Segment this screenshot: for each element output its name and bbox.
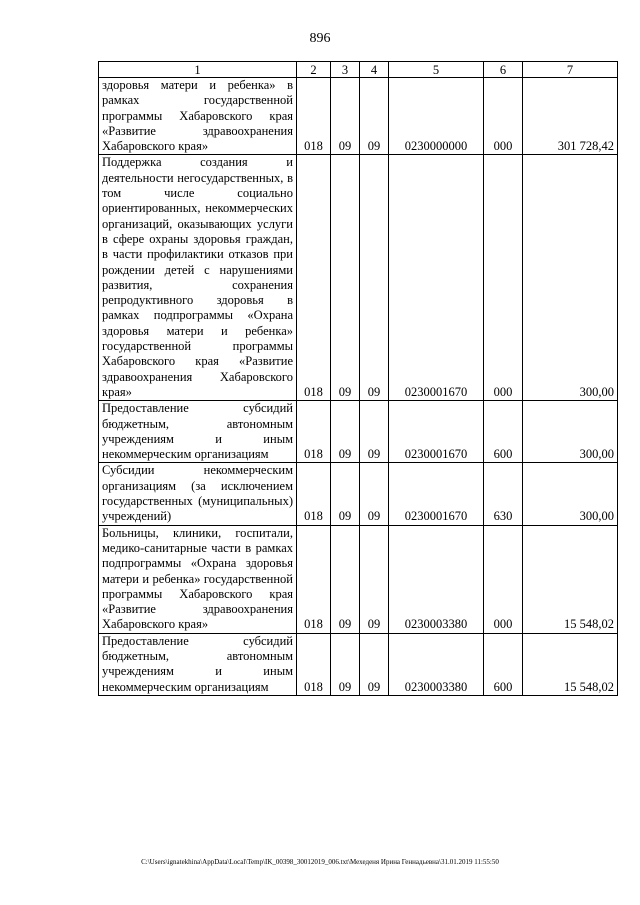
row-ministry-code: 018 (297, 463, 331, 525)
row-subsection-code: 09 (360, 463, 389, 525)
row-ministry-code: 018 (297, 525, 331, 633)
row-amount: 300,00 (523, 155, 618, 401)
table-row (99, 155, 618, 401)
table-row (99, 401, 618, 463)
row-target-article: 0230001670 (389, 155, 484, 401)
row-name: Поддержка создания и деятельности негосударственных, в том числе социально ориентированных, некоммерческих организаций, оказывающих услуги в сфере охраны здоровья граждан, в части профилактики отказов при рождении детей с нарушениями развития, сохранения репродуктивного здоровья в рамках подпрограммы «Охрана здоровья матери и ребенка» государственной программы Хабаровского края «Развитие здравоохранения Хабаровского края» (99, 155, 297, 401)
header-col-1: 1 (99, 62, 297, 78)
row-section-code: 09 (331, 525, 360, 633)
table-row (99, 525, 618, 633)
page-number: 896 (309, 31, 331, 46)
row-target-article: 0230001670 (389, 463, 484, 525)
row-subsection-code: 09 (360, 78, 389, 155)
row-amount: 15 548,02 (523, 525, 618, 633)
header-col-3: 3 (331, 62, 360, 78)
budget-table (98, 61, 618, 696)
header-col-7: 7 (523, 62, 618, 78)
header-col-4: 4 (360, 62, 389, 78)
table-row (99, 463, 618, 525)
table-row (99, 633, 618, 695)
header-row (99, 62, 618, 78)
row-section-code: 09 (331, 633, 360, 695)
row-ministry-code: 018 (297, 78, 331, 155)
row-ministry-code: 018 (297, 155, 331, 401)
row-subsection-code: 09 (360, 155, 389, 401)
row-expense-type: 000 (484, 155, 523, 401)
row-expense-type: 600 (484, 401, 523, 463)
table-row (99, 78, 618, 155)
header-col-6: 6 (484, 62, 523, 78)
row-amount: 300,00 (523, 463, 618, 525)
row-section-code: 09 (331, 78, 360, 155)
row-amount: 300,00 (523, 401, 618, 463)
row-target-article: 0230001670 (389, 401, 484, 463)
file-path-footer: C:\Users\ignatekhina\AppData\Local\Temp\IK_00398_30012019_006.txt\Мехеденя Ирина Геннадьевна\31.01.2019 11:55:50 (141, 858, 499, 866)
row-expense-type: 000 (484, 78, 523, 155)
header-col-2: 2 (297, 62, 331, 78)
row-name: здоровья матери и ребенка» в рамках государственной программы Хабаровского края «Развитие здравоохранения Хабаровского края» (99, 78, 297, 155)
row-name: Субсидии некоммерческим организациям (за исключением государственных (муниципальных) учреждений) (99, 463, 297, 525)
row-amount: 301 728,42 (523, 78, 618, 155)
row-expense-type: 600 (484, 633, 523, 695)
header-col-5: 5 (389, 62, 484, 78)
row-name: Больницы, клиники, госпитали, медико-санитарные части в рамках подпрограммы «Охрана здоровья матери и ребенка» государственной программы Хабаровского края «Развитие здравоохранения Хабаровского края» (99, 525, 297, 633)
row-section-code: 09 (331, 463, 360, 525)
row-expense-type: 630 (484, 463, 523, 525)
row-subsection-code: 09 (360, 633, 389, 695)
row-name: Предоставление субсидий бюджетным, автономным учреждениям и иным некоммерческим организациям (99, 633, 297, 695)
row-expense-type: 000 (484, 525, 523, 633)
row-target-article: 0230000000 (389, 78, 484, 155)
row-subsection-code: 09 (360, 401, 389, 463)
row-section-code: 09 (331, 155, 360, 401)
row-ministry-code: 018 (297, 401, 331, 463)
row-subsection-code: 09 (360, 525, 389, 633)
row-target-article: 0230003380 (389, 525, 484, 633)
row-amount: 15 548,02 (523, 633, 618, 695)
row-target-article: 0230003380 (389, 633, 484, 695)
row-name: Предоставление субсидий бюджетным, автономным учреждениям и иным некоммерческим организациям (99, 401, 297, 463)
row-section-code: 09 (331, 401, 360, 463)
row-ministry-code: 018 (297, 633, 331, 695)
